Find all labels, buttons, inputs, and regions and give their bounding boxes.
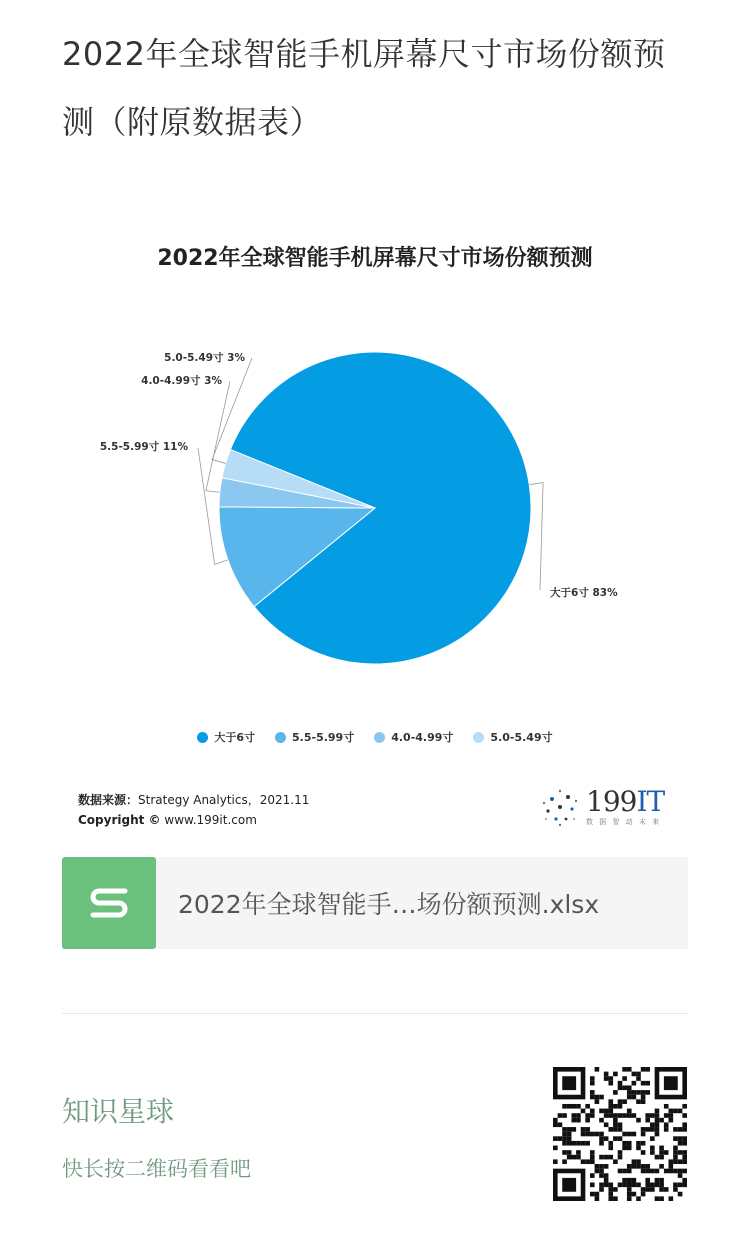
brand-tagline: 数 据 智 动 未 来 (586, 818, 662, 826)
copyright-label: Copyright © (78, 813, 161, 827)
attachment-filename: 2022年全球智能手…场份额预测.xlsx (178, 890, 600, 919)
chart-card (62, 225, 688, 840)
article-title: 2022年全球智能手机屏幕尺寸市场份额预测（附原数据表） (62, 35, 666, 141)
legend-item-0 (197, 729, 255, 745)
spreadsheet-icon (62, 857, 156, 949)
legend-label-3: 5.0-5.49寸 (490, 731, 553, 744)
legend-item-1 (275, 729, 354, 745)
brand-dots-icon (538, 785, 582, 829)
slice-label-2: 4.0-4.99寸 3% (141, 375, 222, 387)
slice-label-1: 5.5-5.99寸 11% (99, 441, 188, 453)
legend-label-0: 大于6寸 (214, 731, 256, 744)
qr-code-icon[interactable] (553, 1067, 687, 1201)
legend-label-2: 4.0-4.99寸 (391, 731, 454, 744)
legend-dot-3 (473, 732, 484, 743)
leader-line-0 (529, 483, 543, 590)
brand-logo-it: IT (636, 785, 665, 818)
source-text: Strategy Analytics，2021.11 (138, 793, 310, 807)
divider (62, 1013, 688, 1014)
promo-title: 知识星球 (62, 1095, 175, 1128)
legend-dot-0 (197, 732, 208, 743)
legend-item-3 (473, 729, 552, 745)
slice-label-0: 大于6寸 83% (550, 587, 618, 599)
chart-title: 2022年全球智能手机屏幕尺寸市场份额预测 (157, 246, 593, 271)
legend-dot-2 (374, 732, 385, 743)
data-source (78, 790, 309, 830)
source-label: 数据来源： (78, 793, 139, 807)
slice-label-3: 5.0-5.49寸 3% (164, 352, 245, 364)
brand-logo (538, 785, 678, 831)
pie-chart (62, 225, 688, 725)
attachment-card[interactable] (62, 857, 688, 949)
legend-dot-1 (275, 732, 286, 743)
promo-subtitle: 快长按二维码看看吧 (62, 1157, 251, 1181)
chart-legend (62, 729, 688, 745)
legend-label-1: 5.5-5.99寸 (292, 731, 355, 744)
brand-logo-num: 199 (586, 785, 637, 818)
brand-logo-text (586, 785, 664, 818)
legend-item-2 (374, 729, 453, 745)
copyright-text: www.199it.com (164, 813, 257, 827)
